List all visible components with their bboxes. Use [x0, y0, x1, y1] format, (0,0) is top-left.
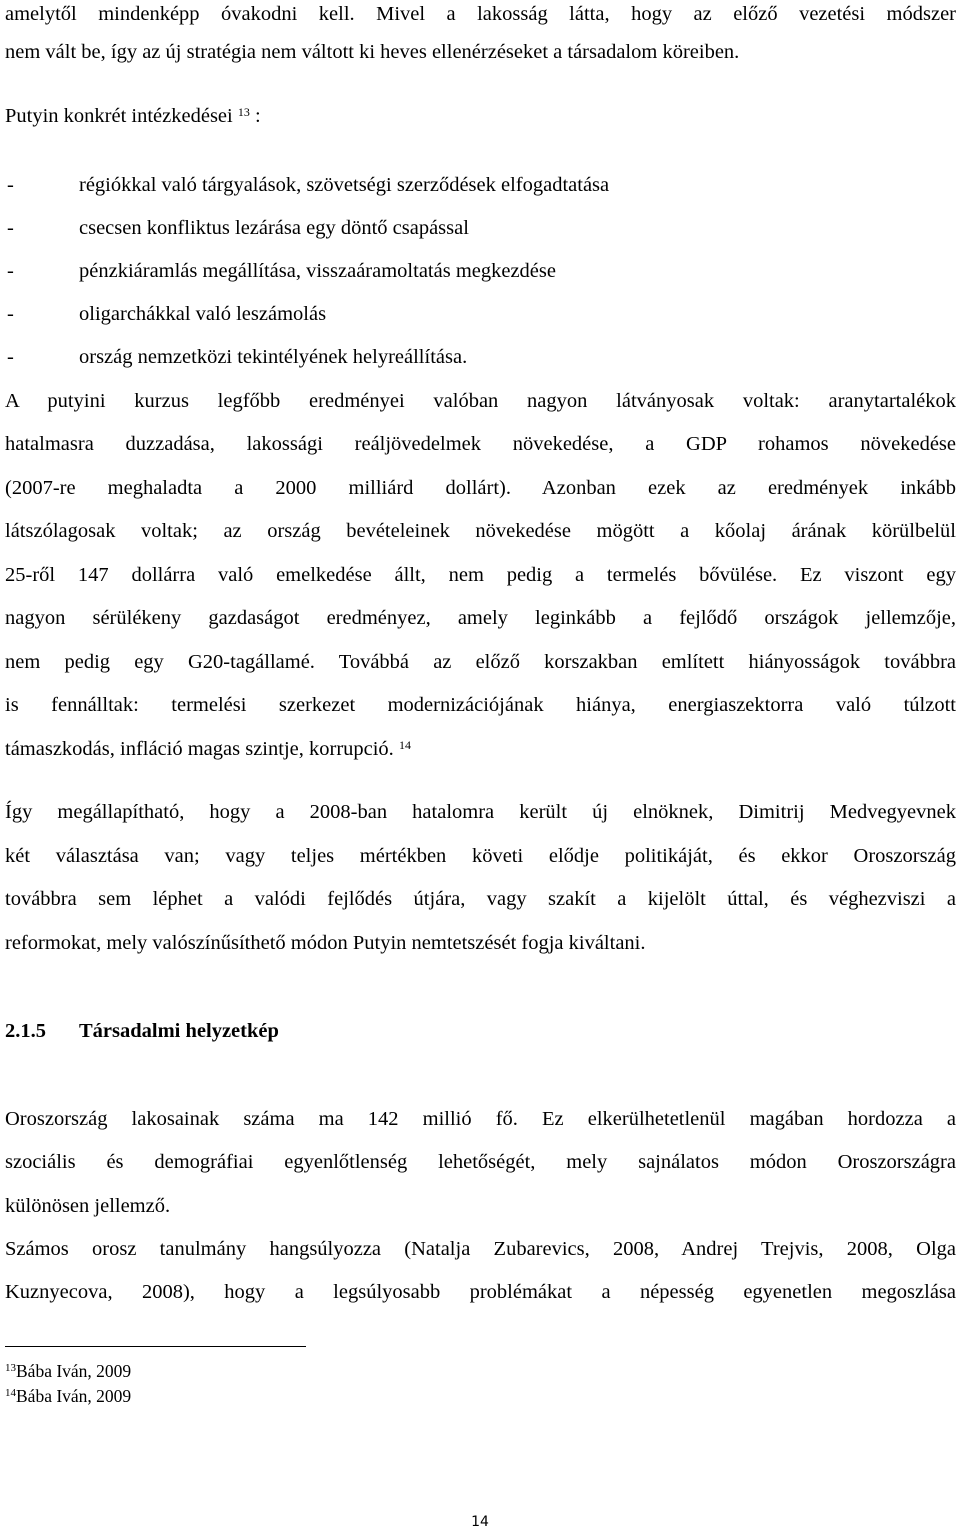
list-dash: - [7, 346, 14, 368]
paragraph-results-line-9 [5, 735, 956, 763]
section-title: Társadalmi helyzetkép [79, 1020, 279, 1042]
section-heading [5, 1017, 279, 1045]
paragraph-studies-line-1: Számos orosz tanulmány hangsúlyozza (Natalja Zubarevics, 2008, Andrej Trejvis, 2008, Olga [5, 1238, 956, 1260]
list-dash: - [7, 303, 14, 325]
list-dash: - [7, 217, 14, 239]
footnote [5, 1360, 131, 1382]
footnote-text: Bába Iván, 2009 [16, 1361, 132, 1381]
list-item-text: ország nemzetközi tekintélyének helyreállítása. [79, 346, 468, 368]
paragraph-results-line-3: (2007-re meghaladta a 2000 milliárd dollárt). Azonban ezek az eredmények inkább [5, 477, 956, 499]
paragraph-results-line-4: látszólagosak voltak; az ország bevételeinek növekedése mögött a kőolaj árának körülbelül [5, 520, 956, 542]
paragraph-results-line-1: A putyini kurzus legfőbb eredményei valóban nagyon látványosak voltak: aranytartalékok [5, 390, 956, 412]
paragraph-results-last-text: támaszkodás, infláció magas szintje, korrupció. [5, 738, 394, 760]
footnote-number: 14 [5, 1387, 16, 1399]
measures-intro-text: Putyin konkrét intézkedései [5, 105, 233, 127]
list-dash: - [7, 260, 14, 282]
page-number: 14 [471, 1514, 489, 1530]
paragraph-top-line-1: amelytől mindenképp óvakodni kell. Mivel a lakosság látta, hogy az előző vezetési módszer [5, 3, 956, 25]
list-item-text: pénzkiáramlás megállítása, visszaáramoltatás megkezdése [79, 260, 556, 282]
list-item [5, 257, 556, 285]
measures-intro [5, 102, 956, 130]
paragraph-medvedev-line-2: két választása van; vagy teljes mértékben követi elődje politikáját, és ekkor Oroszország [5, 845, 956, 867]
paragraph-studies-line-2: Kuznyecova, 2008), hogy a legsúlyosabb problémákat a népesség egyenetlen megoszlása [5, 1281, 956, 1303]
paragraph-results-line-8: is fennálltak: termelési szerkezet modernizációjának hiánya, energiaszektorra való túlzott [5, 694, 956, 716]
list-item-text: régiókkal való tárgyalások, szövetségi szerződések elfogadtatása [79, 174, 610, 196]
paragraph-results-line-5: 25-ről 147 dollárra való emelkedése állt, nem pedig a termelés bővülése. Ez viszont egy [5, 564, 956, 586]
measures-intro-tail: : [249, 105, 261, 127]
list-item [5, 171, 609, 199]
footnote [5, 1385, 131, 1407]
paragraph-medvedev-line-3: továbbra sem léphet a valódi fejlődés útjára, vagy szakít a kijelölt úttal, és véghezviszi a [5, 888, 956, 910]
list-dash: - [7, 174, 14, 196]
list-item [5, 300, 326, 328]
list-item-text: csecsen konfliktus lezárása egy döntő csapással [79, 217, 469, 239]
paragraph-medvedev-line-4: reformokat, mely valószínűsíthető módon Putyin nemtetszését fogja kiváltani. [5, 932, 646, 954]
list-item [5, 343, 467, 371]
footnote-text: Bába Iván, 2009 [16, 1386, 132, 1406]
paragraph-top-line-2: nem vált be, így az új stratégia nem váltott ki heves ellenérzéseket a társadalom köreiben. [5, 41, 740, 63]
footnote-ref-13: 13 [237, 105, 250, 119]
paragraph-results-line-6: nagyon sérülékeny gazdaságot eredményez, amely leginkább a fejlődő országok jellemzője, [5, 607, 956, 629]
paragraph-results-line-7: nem pedig egy G20-tagállamé. Továbbá az előző korszakban említett hiányosságok továbbra [5, 651, 956, 673]
footnote-separator [5, 1346, 306, 1347]
footnote-number: 13 [5, 1362, 16, 1374]
paragraph-medvedev-line-1: Így megállapítható, hogy a 2008-ban hatalomra került új elnöknek, Dimitrij Medvegyevnek [5, 801, 956, 823]
paragraph-results-line-2: hatalmasra duzzadása, lakossági reáljövedelmek növekedése, a GDP rohamos növekedése [5, 433, 956, 455]
footnote-ref-14: 14 [398, 738, 411, 752]
paragraph-population-line-1: Oroszország lakosainak száma ma 142 millió fő. Ez elkerülhetetlenül magában hordozza a [5, 1108, 956, 1130]
section-number: 2.1.5 [5, 1020, 46, 1042]
paragraph-population-line-2: szociális és demográfiai egyenlőtlenség lehetőségét, mely sajnálatos módon Oroszországra [5, 1151, 956, 1173]
list-item [5, 214, 469, 242]
paragraph-population-line-3: különösen jellemző. [5, 1195, 171, 1217]
list-item-text: oligarchákkal való leszámolás [79, 303, 327, 325]
